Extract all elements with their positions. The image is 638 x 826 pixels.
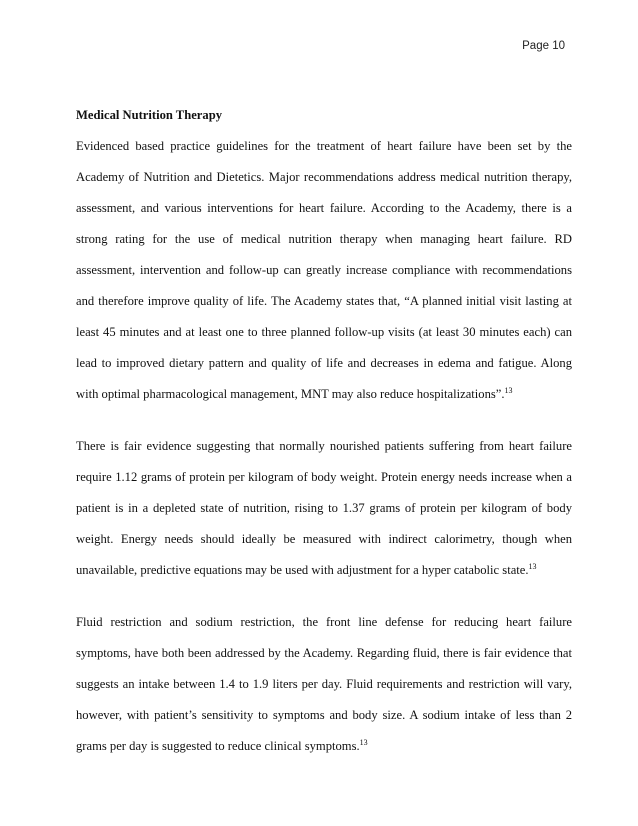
paragraph-protein-energy bbox=[76, 431, 572, 586]
section-heading: Medical Nutrition Therapy bbox=[76, 108, 222, 122]
citation-superscript: 13 bbox=[359, 737, 368, 747]
page-number: Page 10 bbox=[522, 40, 565, 52]
paragraph-fluid-sodium bbox=[76, 607, 572, 762]
citation-superscript: 13 bbox=[528, 561, 537, 571]
paragraph-text: Evidenced based practice guidelines for the treatment of heart failure have been set by the Academy of Nutrition and Dietetics. Major recommendations address medical nutrition therapy, assessment, and various interventions for heart failure. According to the Academy, there is a strong rating for the use of medical nutrition therapy when managing heart failure. RD assessment, intervention and follow-up can greatly increase compliance with recommendations and therefore improve quality of life. The Academy states that, “A planned initial visit lasting at least 45 minutes and at least one to three planned follow-up visits (at least 30 minutes each) can lead to improved dietary pattern and quality of life and decreases in edema and fatigue. Along with optimal pharmacological management, MNT may also reduce hospitalizations”. bbox=[76, 139, 572, 401]
paragraph-mnt-guidelines bbox=[76, 131, 572, 410]
document-body bbox=[76, 100, 572, 762]
paragraph-text: Fluid restriction and sodium restriction, the front line defense for reducing heart failure symptoms, have both been addressed by the Academy. Regarding fluid, there is fair evidence that suggests an intake between 1.4 to 1.9 liters per day. Fluid requirements and restriction will vary, however, with patient’s sensitivity to symptoms and body size. A sodium intake of less than 2 grams per day is suggested to reduce clinical symptoms. bbox=[76, 615, 572, 753]
paragraph-text: There is fair evidence suggesting that normally nourished patients suffering from heart failure require 1.12 grams of protein per kilogram of body weight. Protein energy needs increase when a patient is in a depleted state of nutrition, rising to 1.37 grams of protein per kilogram of body weight. Energy needs should ideally be measured with indirect calorimetry, though when unavailable, predictive equations may be used with adjustment for a hyper catabolic state. bbox=[76, 439, 572, 577]
citation-superscript: 13 bbox=[504, 385, 513, 395]
